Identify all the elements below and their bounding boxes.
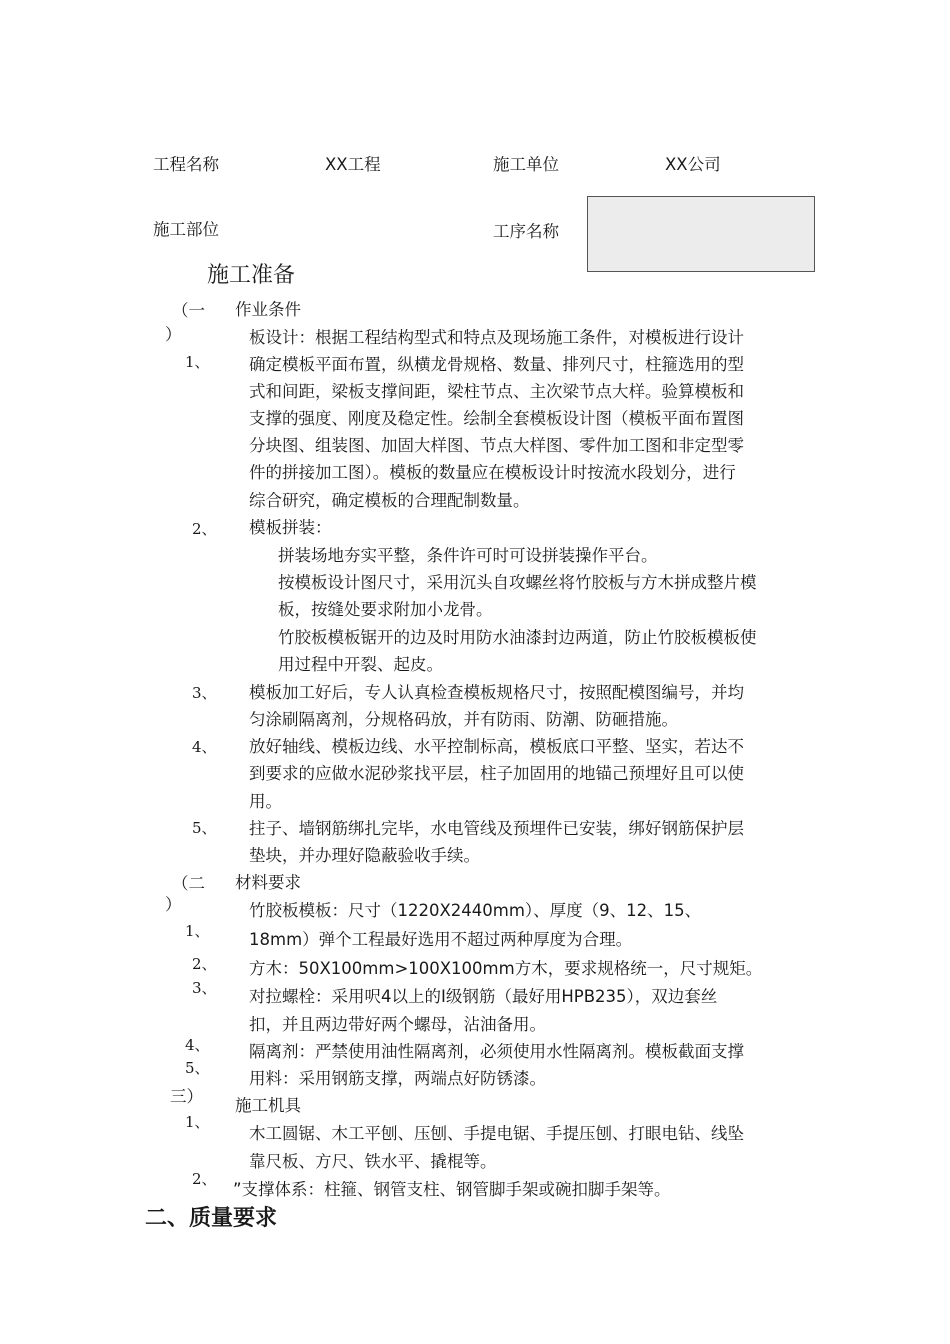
process-name-field[interactable]: [587, 196, 815, 272]
project-name-label: 工程名称: [153, 155, 219, 174]
process-label: 工序名称: [493, 222, 559, 241]
sub1-title: 作业条件: [235, 300, 301, 319]
paragraph-line: 扣，并且两边带好两个螺母，沾油备用。: [249, 1015, 546, 1034]
sub3-title: 施工机具: [235, 1096, 301, 1115]
paragraph-line: 木工圆锯、木工平刨、压刨、手提电锯、手提压刨、打眼电钻、线坠: [249, 1124, 744, 1143]
item-number: 2、: [192, 1170, 217, 1188]
project-name-value: XX工程: [325, 155, 381, 174]
paragraph-line: 用料：采用钢筋支撑，两端点好防锈漆。: [249, 1069, 546, 1088]
paragraph-line: 模板拼装：: [249, 518, 332, 537]
paragraph-line: 用过程中开裂、起皮。: [278, 655, 443, 674]
paragraph-line: 竹胶板模板锯开的边及时用防水油漆封边两道，防止竹胶板模板使: [278, 628, 757, 647]
contractor-label: 施工单位: [493, 155, 559, 174]
sub1-marker: （一: [172, 301, 205, 320]
paragraph-line: 模板加工好后，专人认真检查模板规格尺寸，按照配模图编号，并均: [249, 683, 744, 702]
item-number: 2、: [192, 955, 217, 973]
paragraph-line: 匀涂刷隔离剂，分规格码放，并有防雨、防潮、防砸措施。: [249, 710, 678, 729]
sub3-marker: 三）: [170, 1087, 203, 1106]
paragraph-line: 放好轴线、模板边线、水平控制标高，模板底口平整、坚实，若达不: [249, 737, 744, 756]
item-number: 1、: [185, 353, 210, 371]
paragraph-line: 靠尺板、方尺、铁水平、撬棍等。: [249, 1152, 497, 1171]
paragraph-line: 综合研究，确定模板的合理配制数量。: [249, 491, 530, 510]
paragraph-line: 18mm）弹个工程最好选用不超过两种厚度为合理。: [249, 930, 633, 949]
item-number: 1、: [185, 1113, 210, 1131]
section-title-construction-prep: 施工准备: [207, 263, 296, 288]
sub2-title: 材料要求: [235, 873, 301, 892]
sub2-marker-close: ）: [165, 895, 182, 914]
paragraph-line: 件的拼接加工图）。模板的数量应在模板设计时按流水段划分，进行: [249, 463, 736, 482]
item-number: 2、: [192, 520, 217, 538]
paragraph-line: 板设计：根据工程结构型式和特点及现场施工条件，对模板进行设计: [249, 328, 744, 347]
item-number: 4、: [192, 738, 217, 756]
paragraph-line: 按模板设计图尺寸，采用沉头自攻螺丝将竹胶板与方木拼成整片模: [278, 573, 757, 592]
section-title-quality: 二、质量要求: [145, 1206, 278, 1231]
paragraph-line: 支撑的强度、刚度及稳定性。绘制全套模板设计图（模板平面布置图: [249, 409, 744, 428]
item-number: 5、: [192, 819, 217, 837]
item-number: 1、: [185, 922, 210, 940]
paragraph-line: 板，按缝处要求附加小龙骨。: [278, 600, 493, 619]
contractor-value: XX公司: [665, 155, 721, 174]
paragraph-line: 式和间距，梁板支撑间距，梁柱节点、主次梁节点大样。验算模板和: [249, 382, 744, 401]
item-number: 4、: [185, 1036, 210, 1054]
paragraph-line: 拼装场地夯实平整，条件许可时可设拼装操作平台。: [278, 546, 658, 565]
paragraph-line: 拄子、墙钢筋绑扎完毕，水电管线及预埋件已安装，绑好钢筋保护层: [249, 819, 744, 838]
item-number: 3、: [192, 684, 217, 702]
paragraph-line: 分块图、组装图、加固大样图、节点大样图、零件加工图和非定型零: [249, 436, 744, 455]
paragraph-line: 竹胶板模板：尺寸（1220X2440mm）、厚度（9、12、15、: [249, 901, 702, 920]
paragraph-line: 垫块，并办理好隐蔽验收手续。: [249, 846, 480, 865]
sub1-marker-close: ）: [165, 325, 182, 344]
paragraph-line: 用。: [249, 792, 282, 811]
item-number: 5、: [185, 1059, 210, 1077]
item-number: 3、: [192, 979, 217, 997]
sub2-marker: （二: [172, 874, 205, 893]
paragraph-line: 到要求的应做水泥砂浆找平层，柱子加固用的地锚己预埋好且可以使: [249, 764, 744, 783]
paragraph-line: 方木：50X100mm>100X100mm方木，要求规格统一，尺寸规矩。: [249, 959, 763, 978]
paragraph-line: ”支撑体系：柱箍、钢管支柱、钢管脚手架或碗扣脚手架等。: [233, 1180, 671, 1199]
paragraph-line: 确定模板平面布置，纵横龙骨规格、数量、排列尺寸，柱箍选用的型: [249, 355, 744, 374]
paragraph-line: 对拉螺栓：采用呎4以上的I级钢筋（最好用HPB235），双边套丝: [249, 987, 718, 1006]
paragraph-line: 隔离剂：严禁使用油性隔离剂，必须使用水性隔离剂。模板截面支撑: [249, 1042, 744, 1061]
location-label: 施工部位: [153, 220, 219, 239]
